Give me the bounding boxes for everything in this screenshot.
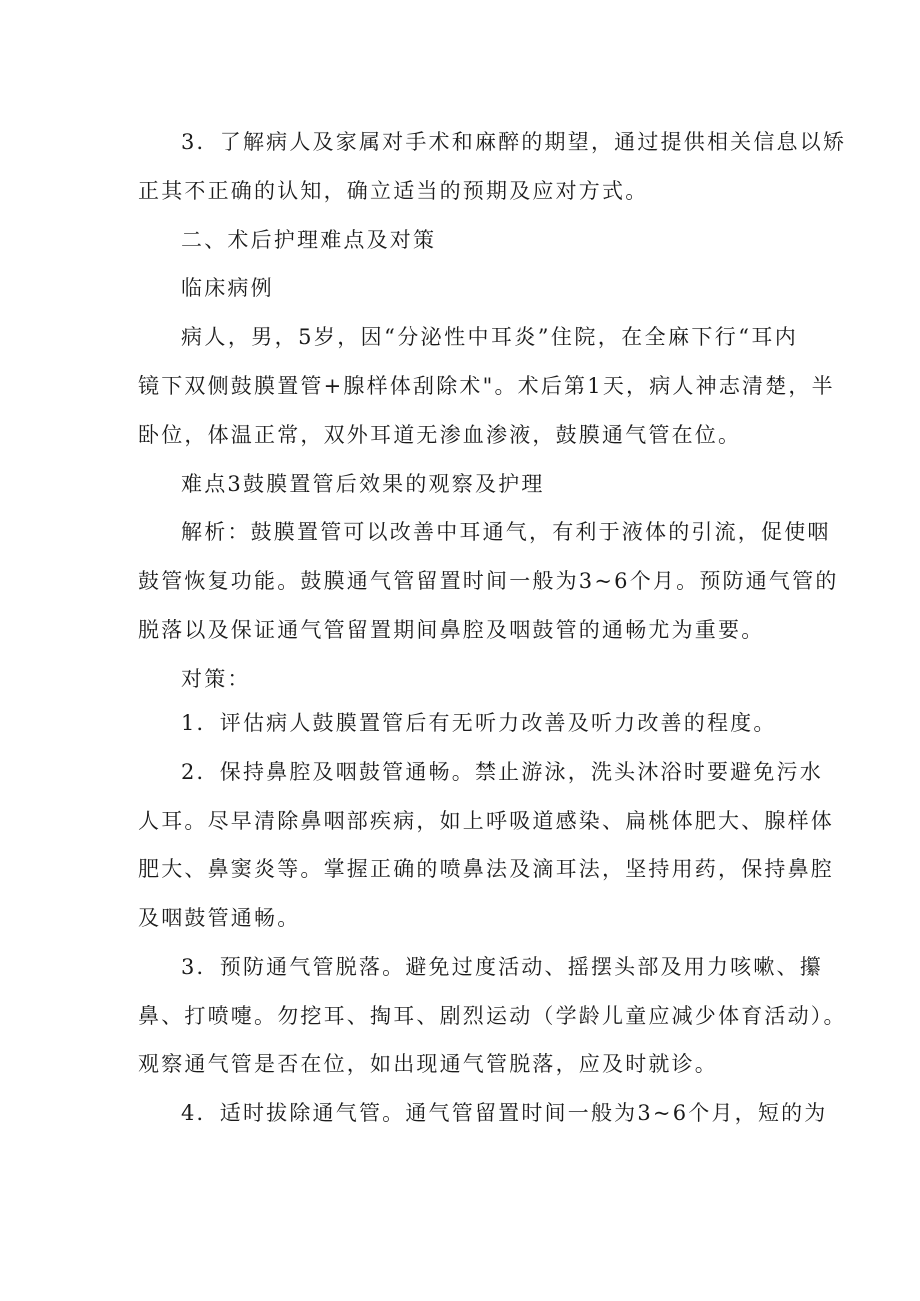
text-line: 肥大、鼻窦炎等。掌握正确的喷鼻法及滴耳法，坚持用药，保持鼻腔	[138, 857, 834, 881]
subheading: 难点3鼓膜置管后效果的观察及护理	[181, 472, 545, 496]
text-line: 正其不正确的认知，确立适当的预期及应对方式。	[138, 179, 649, 203]
text-line: 及咽鼓管通畅。	[138, 906, 301, 930]
text-line: 鼻、打喷嚏。勿挖耳、掏耳、剧烈运动（学龄儿童应减少体育活动）。	[138, 1004, 847, 1028]
list-item: 3．预防通气管脱落。避免过度活动、摇摆头部及用力咳嗽、攥	[181, 955, 823, 979]
list-item: 1．评估病人鼓膜置管后有无听力改善及听力改善的程度。	[181, 711, 777, 735]
section-heading: 二、术后护理难点及对策	[181, 228, 437, 252]
text-line: 病人，男，5岁，因“分泌性中耳炎”住院，在全麻下行“耳内	[181, 325, 798, 349]
subheading: 临床病例	[181, 276, 274, 300]
subheading: 对策：	[181, 667, 251, 691]
list-item: 2．保持鼻腔及咽鼓管通畅。禁止游泳，洗头沐浴时要避免污水	[181, 760, 823, 784]
text-line: 人耳。尽早清除鼻咽部疾病，如上呼吸道感染、扁桃体肥大、腺样体	[138, 809, 834, 833]
text-line: 脱落以及保证通气管留置期间鼻腔及咽鼓管的通畅尤为重要。	[138, 618, 765, 642]
list-item: 4．适时拔除通气管。通气管留置时间一般为3~6个月，短的为	[181, 1101, 828, 1125]
text-line: 解析：鼓膜置管可以改善中耳通气，有利于液体的引流，促使咽	[181, 520, 831, 544]
text-line: 镜下双侧鼓膜置管+腺样体刮除术"。术后第1天，病人神志清楚，半	[138, 374, 835, 398]
text-line: 卧位，体温正常，双外耳道无渗血渗液，鼓膜通气管在位。	[138, 423, 742, 447]
text-line: 观察通气管是否在位，如出现通气管脱落，应及时就诊。	[138, 1052, 718, 1076]
text-line: 鼓管恢复功能。鼓膜通气管留置时间一般为3~6个月。预防通气管的	[138, 569, 839, 593]
text-line: 3．了解病人及家属对手术和麻醉的期望，通过提供相关信息以矫	[181, 130, 847, 154]
